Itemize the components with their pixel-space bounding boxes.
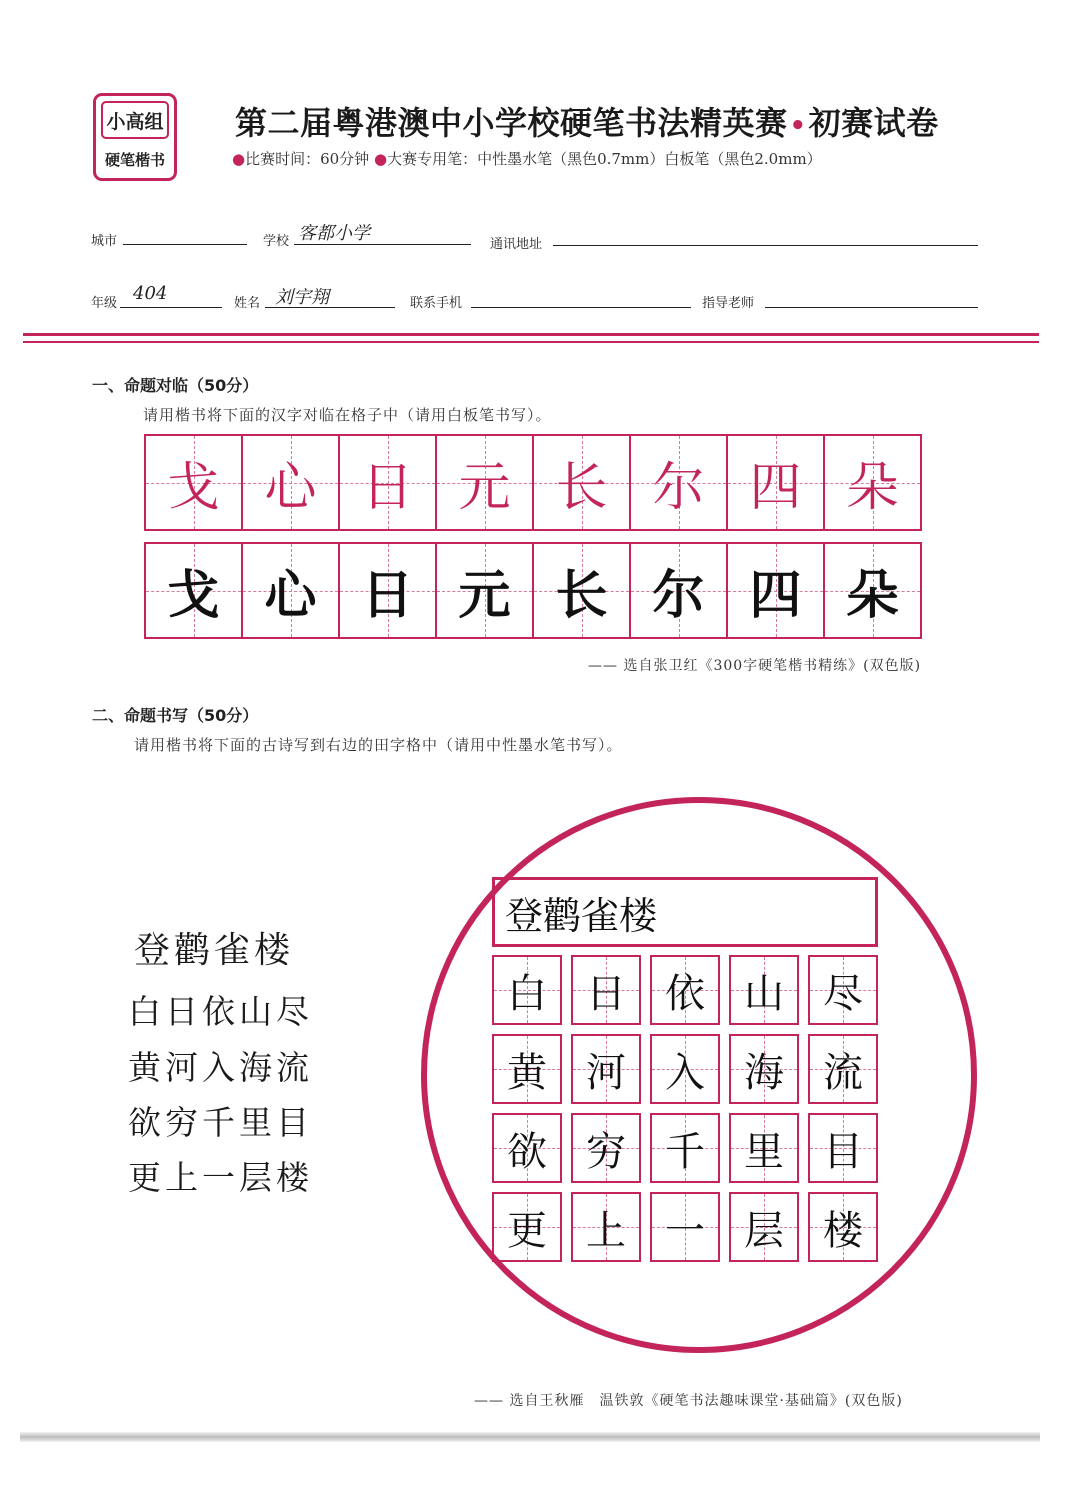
grade-label: 年级 <box>91 296 118 311</box>
model-char: 心 <box>264 458 317 518</box>
badge-group-label: 小高组 <box>101 101 169 139</box>
written-title-box <box>492 877 878 947</box>
tianzige-cell <box>492 1113 562 1183</box>
tianzige-cell <box>808 1034 878 1104</box>
section1-instruction: 请用楷书将下面的汉字对临在格子中（请用白板笔书写）。 <box>143 406 552 424</box>
title-separator: • <box>789 111 807 141</box>
section2-instruction: 请用楷书将下面的古诗写到右边的田字格中（请用中性墨水笔书写）。 <box>134 736 623 754</box>
grade-field[interactable] <box>120 307 222 308</box>
model-char: 朵 <box>846 458 899 518</box>
teacher-label: 指导老师 <box>702 296 755 311</box>
bullet-icon: ● <box>373 150 388 168</box>
model-cell <box>435 436 532 529</box>
model-cell <box>823 436 920 529</box>
poem-line: 更上一层楼 <box>128 1158 313 1197</box>
teacher-field[interactable] <box>765 307 978 308</box>
written-char: 河 <box>586 1049 626 1096</box>
written-char: 入 <box>665 1049 705 1096</box>
written-char: 尽 <box>823 970 863 1017</box>
tianzige-cell <box>492 1034 562 1104</box>
written-char: 穷 <box>586 1128 626 1175</box>
divider-rule <box>23 333 1039 336</box>
written-char: 更 <box>507 1207 547 1254</box>
tianzige-cell <box>808 955 878 1025</box>
poem-title: 登鹳雀楼 <box>134 930 295 971</box>
model-char: 日 <box>361 458 414 518</box>
title-suffix: 初赛试卷 <box>808 104 939 142</box>
model-char: 戈 <box>167 458 220 518</box>
model-cell <box>532 436 629 529</box>
tianzige-cell <box>492 1192 562 1262</box>
tianzige-cell <box>650 1034 720 1104</box>
written-char: 目 <box>823 1128 863 1175</box>
poem-line: 欲穷千里目 <box>128 1103 313 1142</box>
section1-heading: 一、命题对临（50分） <box>92 376 259 395</box>
model-cell <box>629 436 726 529</box>
scan-edge-bar <box>20 1432 1040 1442</box>
city-label: 城市 <box>91 234 118 249</box>
tianzige-cell <box>729 1192 799 1262</box>
phone-field[interactable] <box>471 307 691 308</box>
tianzige-cell <box>808 1192 878 1262</box>
model-cell <box>338 436 435 529</box>
tianzige-cell <box>808 1113 878 1183</box>
written-cell <box>338 544 435 637</box>
address-label: 通讯地址 <box>490 237 543 252</box>
name-label: 姓名 <box>234 296 261 311</box>
written-char: 层 <box>744 1207 784 1254</box>
contest-pen: 大赛专用笔：中性墨水笔（黑色0.7mm）白板笔（黑色2.0mm） <box>387 150 822 168</box>
tianzige-cell <box>729 1113 799 1183</box>
written-char: 楼 <box>823 1207 863 1254</box>
written-char: 山 <box>744 970 784 1017</box>
written-cell <box>726 544 823 637</box>
written-char: 元 <box>458 565 511 626</box>
written-char: 白 <box>507 970 547 1017</box>
title-main: 第二届粤港澳中小学校硬笔书法精英赛 <box>235 104 788 142</box>
tianzige-cell <box>571 1113 641 1183</box>
written-cell <box>241 544 338 637</box>
written-char: 里 <box>744 1128 784 1175</box>
address-field[interactable] <box>553 245 978 246</box>
tianzige-cell <box>650 955 720 1025</box>
model-cell <box>146 436 241 529</box>
tianzige-cell <box>571 955 641 1025</box>
written-char: 长 <box>555 565 608 626</box>
model-cell <box>241 436 338 529</box>
city-field[interactable] <box>123 244 247 245</box>
divider-rule <box>23 341 1039 343</box>
school-label: 学校 <box>263 234 290 249</box>
contest-time: 比赛时间：60分钟 <box>245 150 370 168</box>
written-char: 黄 <box>507 1049 547 1096</box>
contest-info <box>232 148 822 169</box>
written-cell <box>435 544 532 637</box>
model-char-grid <box>144 434 922 531</box>
page-title <box>235 98 939 144</box>
tianzige-cell <box>571 1034 641 1104</box>
written-char: 戈 <box>167 565 220 626</box>
written-char: 朵 <box>846 565 899 626</box>
written-cell <box>629 544 726 637</box>
written-cell <box>532 544 629 637</box>
written-char: 依 <box>665 970 705 1017</box>
written-cell <box>823 544 920 637</box>
section2-source: —— 选自王秋雁 温铁敦《硬笔书法趣味课堂·基础篇》(双色版) <box>474 1393 903 1409</box>
section2-heading: 二、命题书写（50分） <box>92 706 259 725</box>
tianzige-cell <box>571 1192 641 1262</box>
poem-line: 黄河入海流 <box>128 1048 313 1087</box>
written-char: 欲 <box>507 1128 547 1175</box>
group-badge <box>93 93 177 181</box>
tianzige-cell <box>729 1034 799 1104</box>
written-char-grid <box>144 542 922 639</box>
written-char: 四 <box>749 565 802 626</box>
name-value: 刘宇翔 <box>275 287 329 308</box>
poem-line: 白日依山尽 <box>128 992 313 1031</box>
model-char: 元 <box>458 458 511 518</box>
tianzige-cell <box>492 955 562 1025</box>
written-char: 千 <box>665 1128 705 1175</box>
tianzige-cell <box>650 1192 720 1262</box>
written-char: 心 <box>264 565 317 626</box>
school-value: 客都小学 <box>298 223 370 244</box>
model-char: 长 <box>555 458 608 518</box>
written-char: 尔 <box>652 565 705 626</box>
section1-source: —— 选自张卫红《300字硬笔楷书精练》(双色版) <box>588 658 922 674</box>
model-char: 四 <box>749 458 802 518</box>
written-char: 日 <box>586 970 626 1017</box>
written-cell <box>146 544 241 637</box>
written-char: 流 <box>823 1049 863 1096</box>
phone-label: 联系手机 <box>410 296 463 311</box>
bullet-icon: ● <box>232 150 246 168</box>
written-title: 登鹳雀楼 <box>505 893 658 938</box>
model-cell <box>726 436 823 529</box>
written-char: 海 <box>744 1049 784 1096</box>
model-char: 尔 <box>652 458 705 518</box>
tianzige-cell <box>650 1113 720 1183</box>
badge-style-label: 硬笔楷书 <box>104 150 165 169</box>
written-char: 上 <box>586 1207 626 1254</box>
written-char: 一 <box>665 1207 705 1254</box>
written-char: 日 <box>361 565 414 626</box>
tianzige-cell <box>729 955 799 1025</box>
grade-value: 404 <box>133 283 168 304</box>
